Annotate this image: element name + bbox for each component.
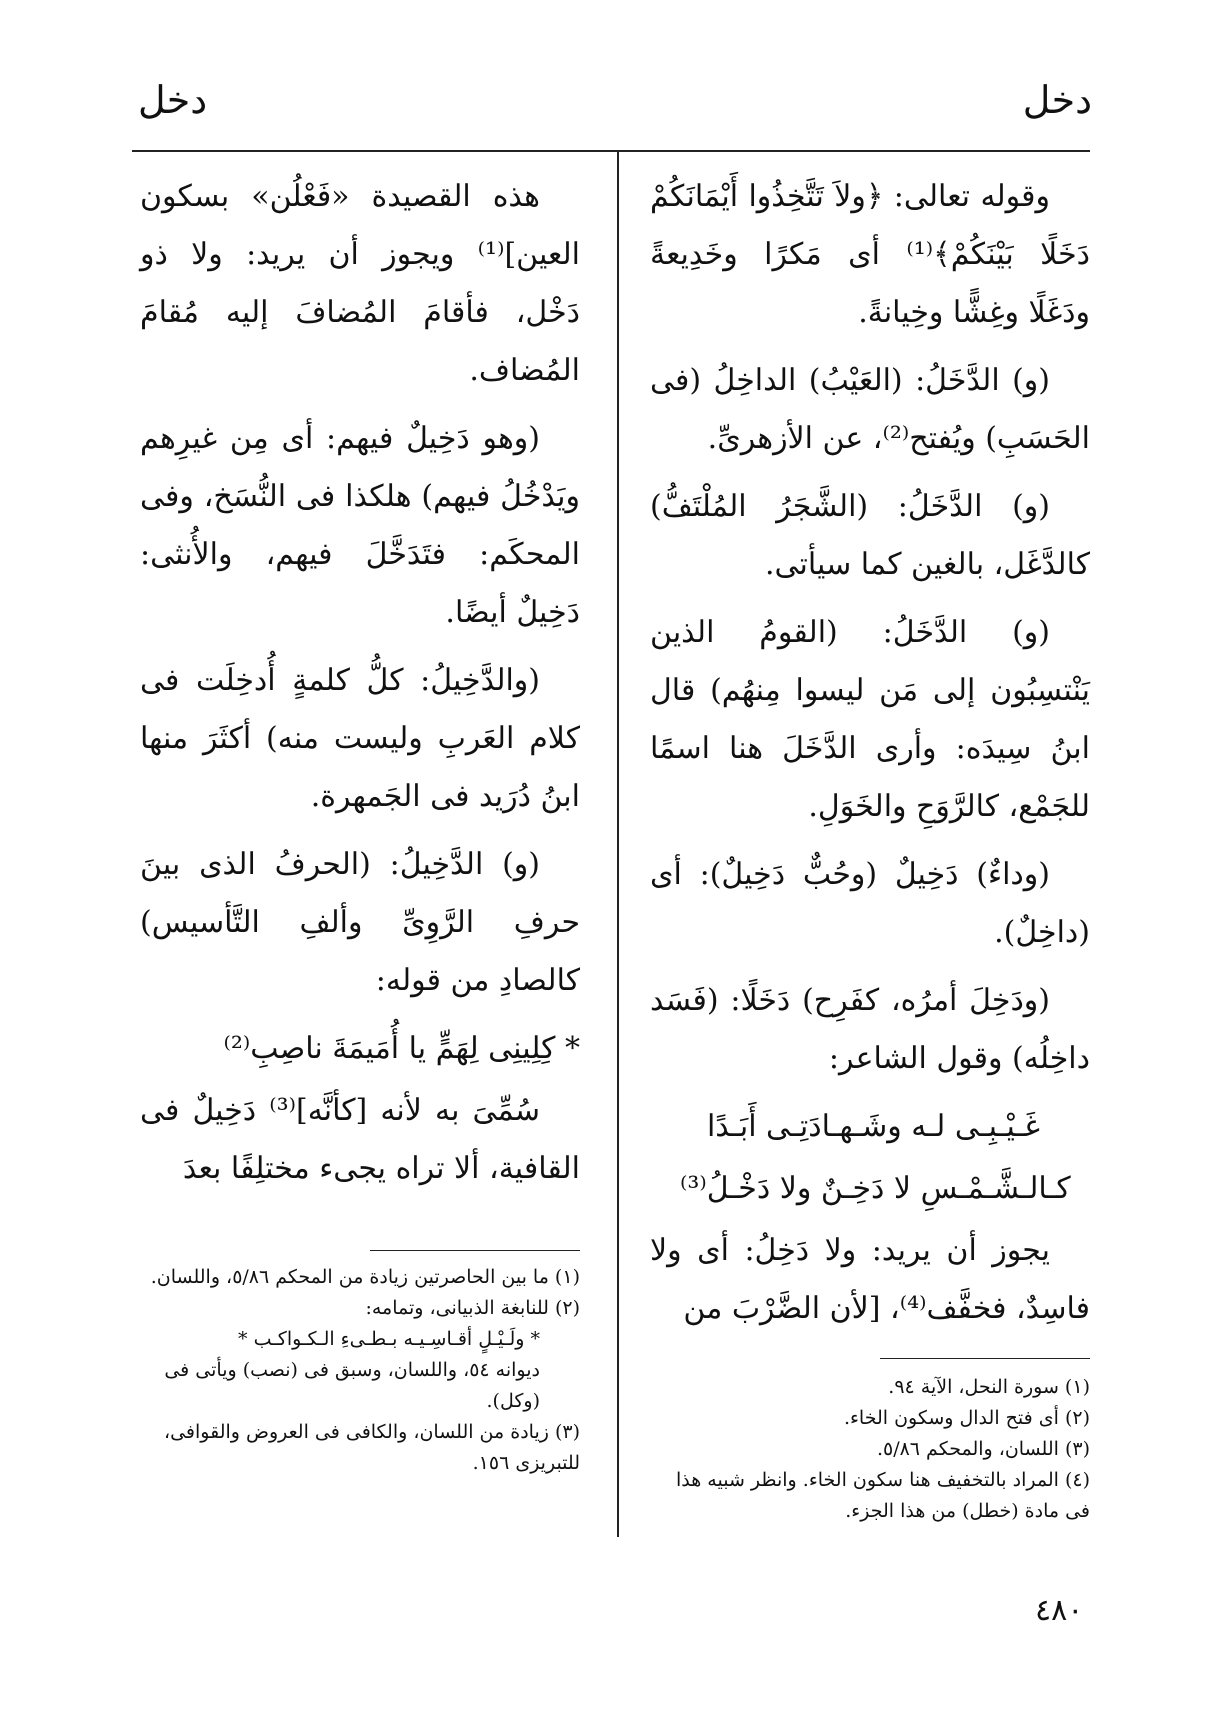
entry-paragraph: (و) الدَّخَلُ: (القومُ الذين يَنْتسِبُون إلى مَن ليسوا مِنهُم) قال ابنُ سِيدَه: وأرى الدَّخَلَ هنا اسمًا للجَمْع، كالرَّوَحِ والخَوَلِ. bbox=[650, 615, 1090, 824]
right-column bbox=[650, 168, 1090, 1348]
entry-paragraph: (وهو دَخِيلٌ فيهم: أى مِن غيرِهم ويَدْخُلُ فيهم) هلكذا فى النُّسَخ، وفى المحكَم: فتَدَخَّلَ فيهم، والأُنثى: دَخِيلٌ أيضًا. bbox=[140, 421, 580, 630]
footnote: (١) ما بين الحاصرتين زيادة من المحكم ٥/٨٦، واللسان. bbox=[150, 1266, 580, 1288]
page-number: ٤٨٠ bbox=[1035, 1593, 1084, 1628]
entry-paragraph: (و) الدَّخَلُ: (الشَّجَرُ المُلْتَفُّ) كالدَّغَل، بالغين كما سيأتى. bbox=[650, 489, 1090, 582]
footnotes-left bbox=[140, 1262, 580, 1479]
footnote: (٣) اللسان، والمحكم ٥/٨٦. bbox=[876, 1438, 1090, 1460]
footnote-rule-left bbox=[370, 1250, 580, 1251]
entry-paragraph: (وداءٌ) دَخِيلٌ (وحُبٌّ دَخِيلٌ): أى (داخِلٌ). bbox=[650, 857, 1090, 950]
poem-verse-second-hemistich: كـالـشَّـمْـسِ لا دَخِـنٌ ولا دَخْـلُ⁽³⁾ bbox=[680, 1171, 1071, 1206]
footnote: (٢) للنابغة الذبيانى، وتمامه: bbox=[365, 1297, 580, 1319]
footnote: (١) سورة النحل، الآية ٩٤. bbox=[888, 1376, 1090, 1398]
left-column bbox=[140, 168, 580, 1208]
poem-verse: * كِلِينِى لِهَمٍّ يا أُمَيمَةَ ناصِبِ⁽²⁾ bbox=[223, 1031, 580, 1066]
footnotes-right bbox=[650, 1372, 1090, 1527]
footnote: (٣) زيادة من اللسان، والكافى فى العروض والقوافى، للتبريزى ١٥٦. bbox=[163, 1421, 580, 1474]
entry-paragraph: (ودَخِلَ أمرُه، كفَرِح) دَخَلًا: (فَسَد داخِلُه) وقول الشاعر: bbox=[650, 983, 1090, 1076]
entry-paragraph: (والدَّخِيلُ: كلُّ كلمةٍ أُدخِلَت فى كلام العَربِ وليست منه) أكثَرَ منها ابنُ دُرَيد فى الجَمهرة. bbox=[140, 663, 580, 814]
header-rule bbox=[132, 150, 1090, 152]
entry-paragraph: سُمِّىَ به لأنه [كأنَّه]⁽³⁾ دَخِيلٌ فى القافية، ألا تراه يجىء مختلِفًا بعدَ bbox=[140, 1093, 580, 1186]
column-divider bbox=[617, 152, 619, 1537]
entry-paragraph: هذه القصيدة «فَعْلُن» بسكون العين]⁽¹⁾ ويجوز أن يريد: ولا ذو دَخْل، فأقامَ المُضافَ إليه مُقامَ المُضاف. bbox=[140, 179, 580, 388]
entry-paragraph: يجوز أن يريد: ولا دَخِلُ: أى ولا فاسِدٌ، فخفَّف⁽⁴⁾، [لأن الضَّرْبَ من bbox=[650, 1233, 1090, 1326]
entry-paragraph: (و) الدَّخِيلُ: (الحرفُ الذى بينَ حرفِ الرَّوِىِّ وألفِ التَّأسيس) كالصادِ من قوله: bbox=[140, 847, 580, 998]
footnote-verse: * ولَـيْـلٍ أقـاسِـيـه بـطـىءِ الـكـواكـب * bbox=[238, 1328, 540, 1350]
running-header-right: دخل bbox=[1022, 78, 1092, 122]
entry-paragraph: وقوله تعالى: ﴿ولاَ تَتَّخِذُوا أَيْمَانَكُمْ دَخَلًا بَيْنَكُمْ﴾⁽¹⁾ أى مَكرًا وخَدِيعةً ودَغَلًا وغِشًّا وخِيانةً. bbox=[650, 179, 1090, 330]
footnote: ديوانه ٥٤، واللسان، وسبق فى (نصب) ويأتى فى (وكل). bbox=[164, 1359, 540, 1412]
running-header-left: دخل bbox=[138, 78, 208, 122]
footnote-rule-right bbox=[880, 1358, 1090, 1359]
footnote: (٤) المراد بالتخفيف هنا سكون الخاء. وانظر شبيه هذا فى مادة (خطل) من هذا الجزء. bbox=[676, 1469, 1090, 1522]
entry-paragraph: (و) الدَّخَلُ: (العَيْبُ) الداخِلُ (فى الحَسَبِ) ويُفتح⁽²⁾، عن الأزهرىِّ. bbox=[650, 363, 1090, 456]
footnote: (٢) أى فتح الدال وسكون الخاء. bbox=[843, 1407, 1090, 1429]
poem-verse-first-hemistich: غَـيْـبِـى لـه وشَـهـادَتِـى أَبَـدًا bbox=[706, 1109, 1040, 1144]
